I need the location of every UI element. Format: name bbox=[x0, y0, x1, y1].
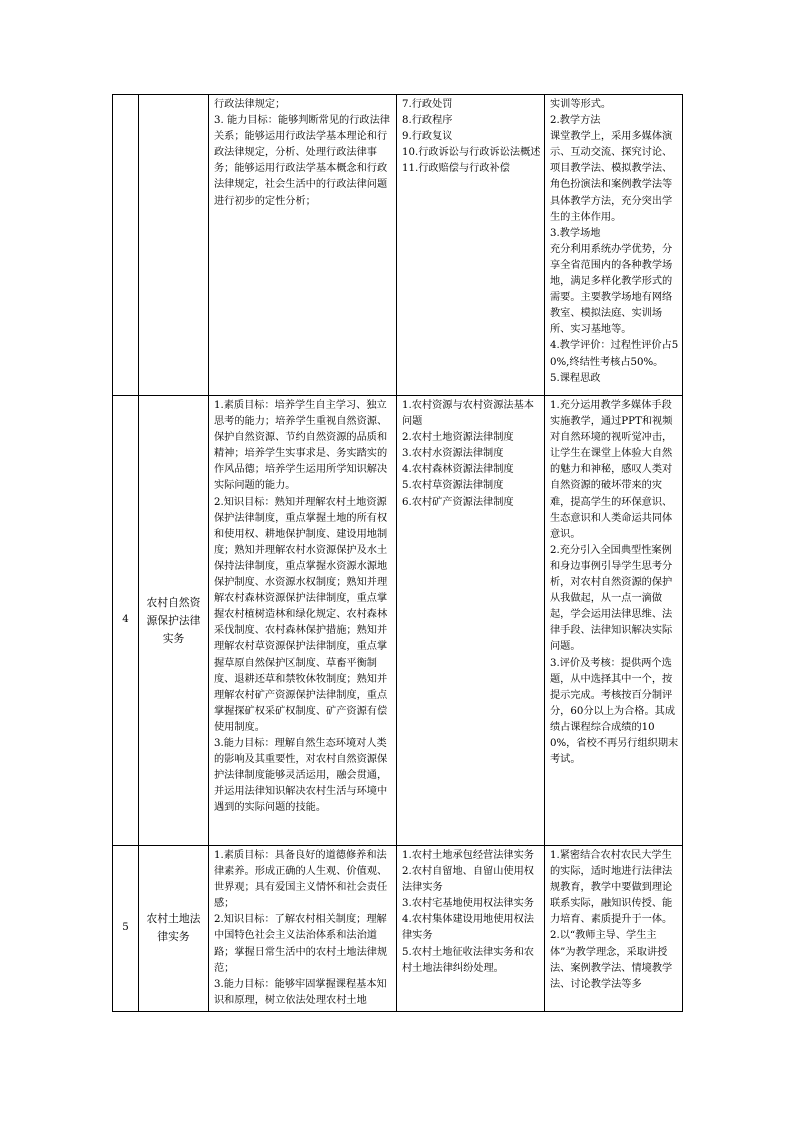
requirement-line: 2.以“教师主导、学生主体”为教学理念，采取讲授法、案例教学法、情境教学法、讨论教学法等多 bbox=[550, 930, 673, 990]
content-line: 8.行政程序 bbox=[402, 115, 453, 127]
content-line: 5.农村土地征收法律实务和农村土地法律纠纷处理。 bbox=[402, 946, 534, 974]
requirement-line: 5.课程思政 bbox=[550, 372, 601, 384]
objective-line: 1.素质目标：培养学生自主学习、独立思考的能力；培养学生重视自然资源、保护自然资源、节约自然资源的品质和精神；培养学生实事求是、务实踏实的作风品德；培养学生运用所学知识解决实际问题的能力。 bbox=[214, 400, 388, 492]
requirement-line: 课堂教学上，采用多媒体演示、互动交流、探究讨论、项目教学法、模拟教学法、角色扮演法和案例教学法等具体教学方法，充分突出学生的主体作用。 bbox=[550, 131, 673, 223]
content-line: 3.农村宅基地使用权法律实务 bbox=[402, 898, 534, 910]
content-line: 2.农村土地资源法律制度 bbox=[402, 432, 514, 444]
course-table bbox=[112, 94, 683, 1012]
requirement-line: 2.教学方法 bbox=[550, 115, 601, 127]
content-line: 4.农村森林资源法律制度 bbox=[402, 464, 514, 476]
requirement-line: 充分利用系统办学优势，分享全省范围内的各种教学场地，满足多样化教学形式的需要。主要教学场地有网络教室、模拟法庭、实训场所、实习基地等。 bbox=[550, 243, 673, 336]
objectives-cell bbox=[209, 95, 397, 396]
table-row bbox=[113, 396, 683, 846]
table-row bbox=[113, 95, 683, 396]
requirement-line: 实训等形式。 bbox=[550, 99, 612, 110]
objective-line: 3.能力目标：理解自然生态环境对人类的影响及其重要性，对农村自然资源保护法律制度能够灵活运用，融会贯通，并运用法律知识解决农村生活与环境中遇到的实际问题的技能。 bbox=[214, 737, 388, 814]
objective-line: 2.知识目标：了解农村相关制度；理解中国特色社会主义法治体系和法治道路；掌握日常生活中的农村土地法律规范； bbox=[214, 914, 388, 974]
objective-line: 1.素质目标：具备良好的道德修养和法律素养。形成正确的人生观、价值观、世界观；具有爱国主义情怀和社会责任感； bbox=[214, 850, 388, 910]
content-line: 11.行政赔偿与行政补偿 bbox=[402, 163, 510, 175]
requirement-line: 2.充分引入全国典型性案例和身边事例引导学生思考分析，对农村自然资源的保护从我做起，从一点一滴做起，学会运用法律思维、法律手段、法律知识解决实际问题。 bbox=[550, 544, 673, 653]
content-line: 4.农村集体建设用地使用权法律实务 bbox=[402, 914, 534, 942]
content-line: 7.行政处罚 bbox=[402, 99, 453, 110]
content-line: 1.农村资源与农村资源法基本问题 bbox=[402, 400, 534, 428]
content-line: 1.农村土地承包经营法律实务 bbox=[402, 850, 534, 861]
objective-line: 3. 能力目标：能够判断常见的行政法律关系；能够运用行政法学基本理论和行政法律规定，分析、处理行政法律事务；能够运用行政法学基本概念和行政法律规定，社会生活中的行政法律问题进行初步的定性分析； bbox=[214, 115, 390, 207]
row-number: 4 bbox=[113, 396, 139, 846]
content-cell bbox=[397, 846, 545, 1012]
requirements-cell bbox=[545, 95, 683, 396]
requirement-line: 1.充分运用教学多媒体手段实施教学，通过PPT和视频对自然环境的视听觉冲击，让学生在课堂上体验大自然的魅力和神秘，感叹人类对自然资源的破坏带来的灾难，提高学生的环保意识、生态意识和人类命运共同体意识。 bbox=[550, 400, 673, 540]
course-name: 农村自然资源保护法律实务 bbox=[139, 396, 209, 846]
row-number: 5 bbox=[113, 846, 139, 1012]
requirements-cell bbox=[545, 396, 683, 846]
course-name: 农村土地法律实务 bbox=[139, 846, 209, 1012]
requirement-line: 3.教学场地 bbox=[550, 227, 601, 239]
objective-line: 行政法律规定； bbox=[214, 99, 286, 110]
objective-line: 3.能力目标：能够牢固掌握课程基本知识和原理，树立依法处理农村土地 bbox=[214, 978, 387, 1006]
content-line: 5.农村草资源法律制度 bbox=[402, 480, 504, 492]
course-name bbox=[139, 95, 209, 396]
requirement-line: 4.教学评价：过程性评价占50%,终结性考核占50%。 bbox=[550, 340, 679, 368]
content-cell bbox=[397, 396, 545, 846]
requirement-line: 1.紧密结合农村农民大学生的实际，适时地进行法律法规教育，教学中要做到理论联系实际，融知识传授、能力培育、素质提升于一体。 bbox=[550, 850, 673, 926]
content-cell bbox=[397, 95, 545, 396]
objective-line: 2.知识目标：熟知并理解农村土地资源保护法律制度，重点掌握土地的所有权和使用权、耕地保护制度、建设用地制度；熟知并理解农村水资源保护及水土保持法律制度，重点掌握水资源水源地保护制度、水资源水权制度；熟知并理解农村森林资源保护法律制度，重点掌握农村植树造林和绿化规定、农村森林采伐制度、农村森林保护措施；熟知并理解农村草资源保护法律制度，重点掌握草原自然保护区制度、草畜平衡制度、退耕还草和禁牧休牧制度；熟知并理解农村矿产资源保护法律制度，重点掌握探矿权采矿权制度、矿产资源有偿使用制度。 bbox=[214, 496, 388, 733]
objectives-cell bbox=[209, 396, 397, 846]
table-row bbox=[113, 846, 683, 1012]
content-line: 10.行政诉讼与行政诉讼法概述 bbox=[402, 147, 541, 159]
content-line: 2.农村自留地、自留山使用权法律实务 bbox=[402, 866, 534, 894]
requirement-line: 3.评价及考核：提供两个选题，从中选择其中一个，按提示完成。考核按百分制评分，60分以上为合格。其成绩占课程综合成绩的100%，省校不再另行组织期末考试。 bbox=[550, 657, 679, 766]
requirements-cell bbox=[545, 846, 683, 1012]
content-line: 9.行政复议 bbox=[402, 131, 453, 143]
content-line: 3.农村水资源法律制度 bbox=[402, 448, 504, 460]
row-number bbox=[113, 95, 139, 396]
content-line: 6.农村矿产资源法律制度 bbox=[402, 496, 514, 508]
objectives-cell bbox=[209, 846, 397, 1012]
